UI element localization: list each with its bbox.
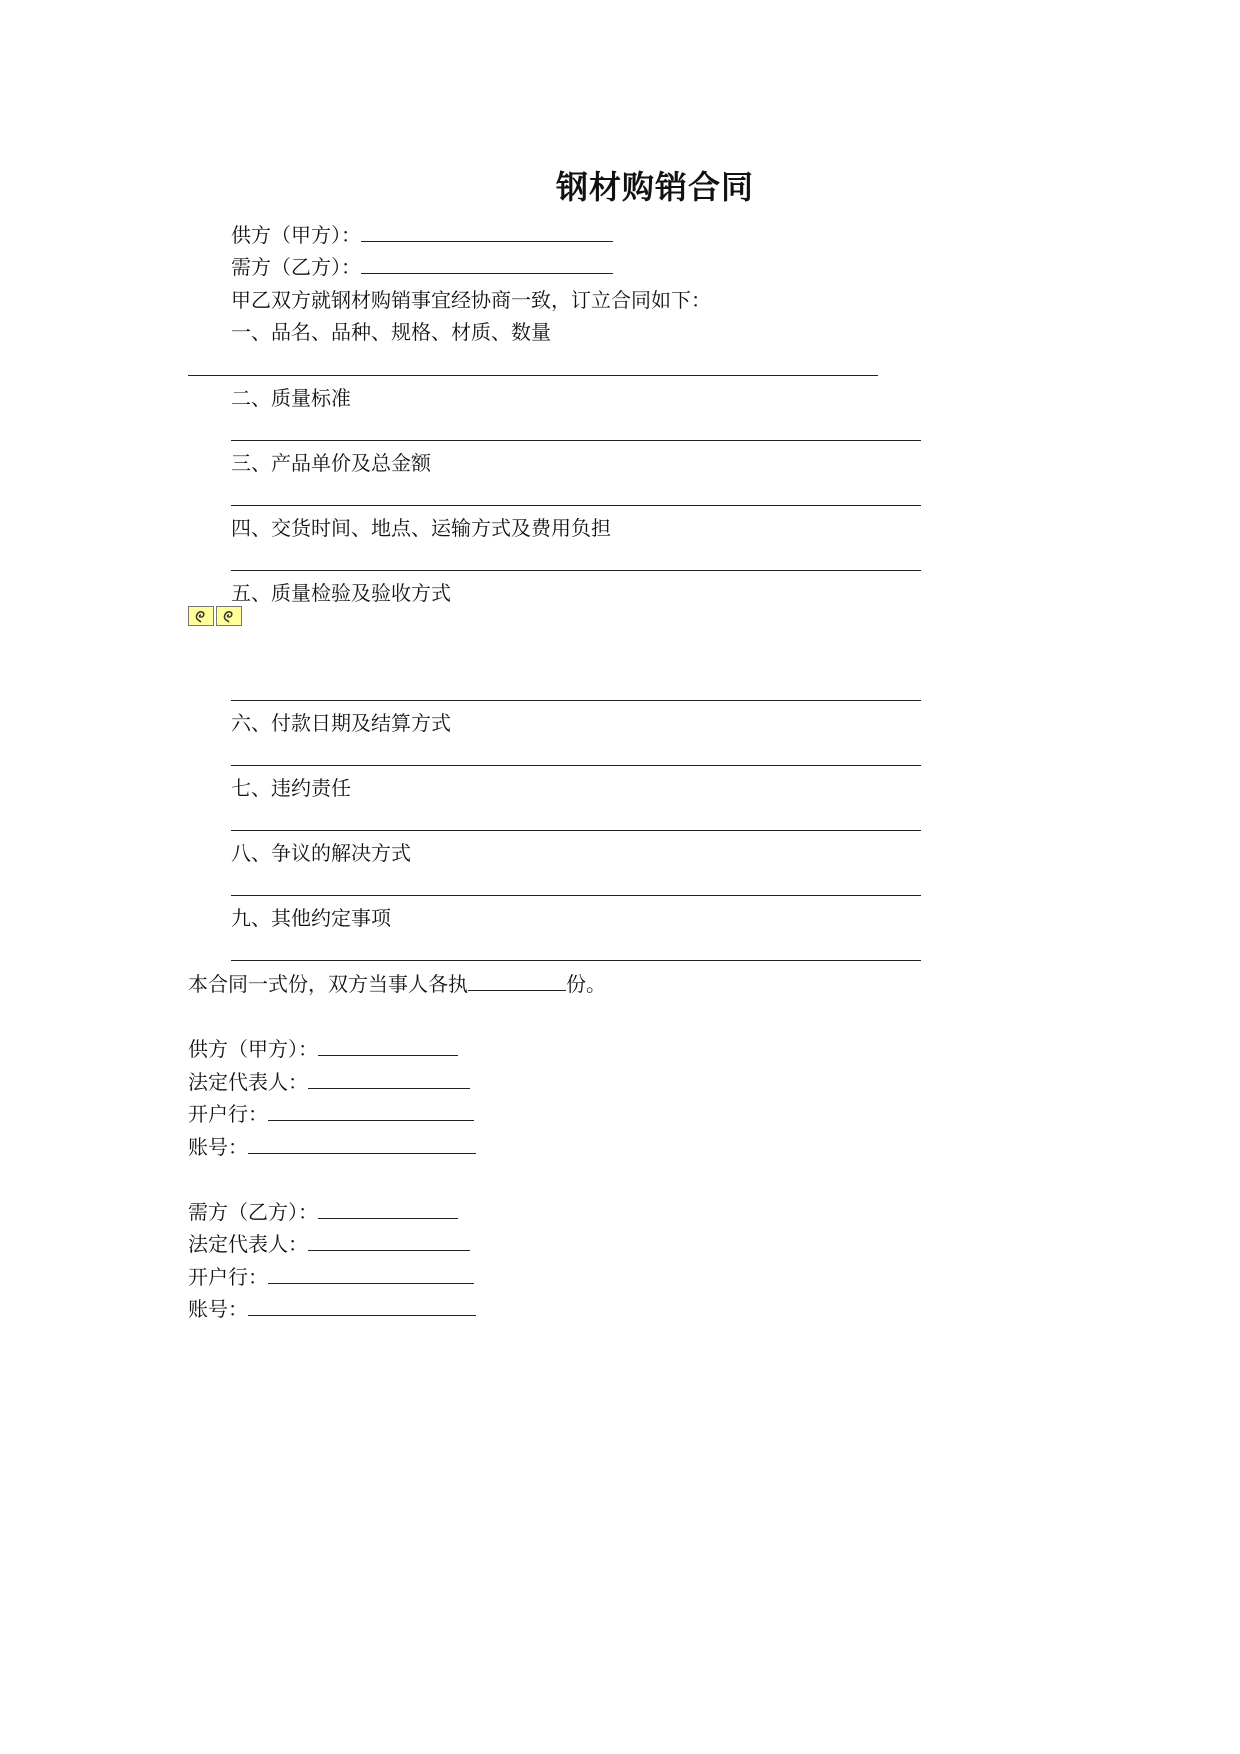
clause-5-blank[interactable] bbox=[231, 700, 921, 701]
party-b-bank-line bbox=[188, 1263, 474, 1291]
clause-8: 八、争议的解决方式 bbox=[231, 841, 411, 865]
party-a-representative-label: 法定代表人： bbox=[188, 1070, 308, 1094]
clause-7-blank[interactable] bbox=[231, 830, 921, 831]
form-field-icon[interactable] bbox=[188, 606, 214, 626]
buyer-label: 需方（乙方）： bbox=[231, 255, 361, 279]
supplier-label: 供方（甲方）： bbox=[231, 223, 361, 247]
party-b-representative-blank[interactable] bbox=[308, 1230, 470, 1251]
form-field-icons bbox=[188, 606, 242, 626]
supplier-line bbox=[231, 221, 613, 249]
clause-4-blank[interactable] bbox=[231, 570, 921, 571]
clause-1-blank[interactable] bbox=[188, 375, 878, 376]
copies-blank[interactable] bbox=[468, 970, 566, 991]
form-field-glyph bbox=[193, 608, 209, 624]
clause-2-blank[interactable] bbox=[231, 440, 921, 441]
form-field-glyph bbox=[221, 608, 237, 624]
clause-9: 九、其他约定事项 bbox=[231, 906, 391, 930]
party-a-bank-label: 开户行： bbox=[188, 1102, 268, 1126]
clause-5: 五、质量检验及验收方式 bbox=[231, 581, 451, 605]
supplier-blank[interactable] bbox=[361, 221, 613, 242]
clause-4: 四、交货时间、地点、运输方式及费用负担 bbox=[231, 516, 611, 540]
party-a-blank[interactable] bbox=[318, 1035, 458, 1056]
party-b-representative-line bbox=[188, 1230, 470, 1258]
party-a-bank-blank[interactable] bbox=[268, 1100, 474, 1121]
party-b-account-blank[interactable] bbox=[248, 1295, 476, 1316]
party-a-label: 供方（甲方）： bbox=[188, 1037, 318, 1061]
clause-3-blank[interactable] bbox=[231, 505, 921, 506]
party-b-bank-label: 开户行： bbox=[188, 1265, 268, 1289]
clause-8-blank[interactable] bbox=[231, 895, 921, 896]
party-a-account-line bbox=[188, 1133, 476, 1161]
party-b-account-line bbox=[188, 1295, 476, 1323]
party-a-representative-blank[interactable] bbox=[308, 1068, 470, 1089]
form-field-icon[interactable] bbox=[216, 606, 242, 626]
party-b-representative-label: 法定代表人： bbox=[188, 1232, 308, 1256]
page-title: 钢材购销合同 bbox=[555, 168, 754, 206]
buyer-blank[interactable] bbox=[361, 253, 613, 274]
party-b-label: 需方（乙方）： bbox=[188, 1200, 318, 1224]
clause-7: 七、违约责任 bbox=[231, 776, 351, 800]
copies-line bbox=[188, 970, 606, 998]
clause-6: 六、付款日期及结算方式 bbox=[231, 711, 451, 735]
party-a-account-blank[interactable] bbox=[248, 1133, 476, 1154]
party-b-line bbox=[188, 1198, 458, 1226]
clause-9-blank[interactable] bbox=[231, 960, 921, 961]
clause-2: 二、质量标准 bbox=[231, 386, 351, 410]
clause-1: 一、品名、品种、规格、材质、数量 bbox=[231, 320, 551, 344]
party-a-account-label: 账号： bbox=[188, 1135, 248, 1159]
copies-text-after: 份。 bbox=[566, 972, 606, 996]
party-a-line bbox=[188, 1035, 458, 1063]
clause-3: 三、产品单价及总金额 bbox=[231, 451, 431, 475]
buyer-line bbox=[231, 253, 613, 281]
clause-6-blank[interactable] bbox=[231, 765, 921, 766]
party-b-bank-blank[interactable] bbox=[268, 1263, 474, 1284]
party-b-account-label: 账号： bbox=[188, 1297, 248, 1321]
party-a-bank-line bbox=[188, 1100, 474, 1128]
party-a-representative-line bbox=[188, 1068, 470, 1096]
party-b-blank[interactable] bbox=[318, 1198, 458, 1219]
copies-text-before: 本合同一式份，双方当事人各执 bbox=[188, 972, 468, 996]
intro-text: 甲乙双方就钢材购销事宜经协商一致，订立合同如下： bbox=[231, 288, 711, 312]
